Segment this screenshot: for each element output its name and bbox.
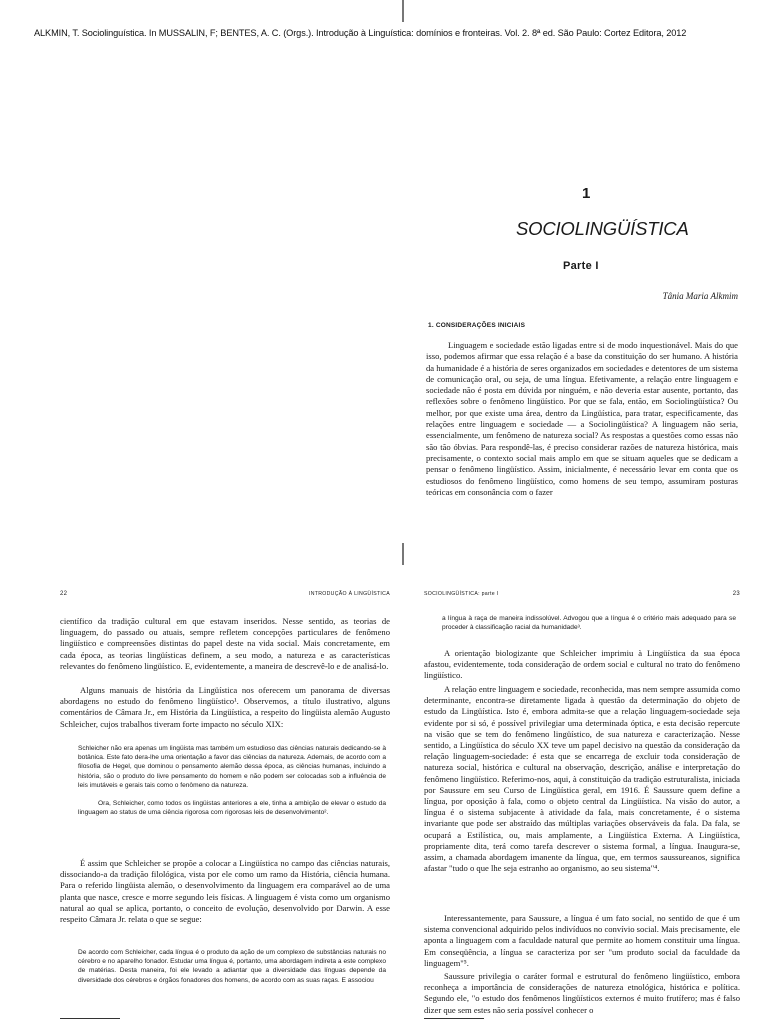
- left-paragraph-2: Alguns manuais de história da Lingüística nos oferecem um panorama de diversas abordagens no estudo do fenômeno lingüístico¹. Observemos, a título ilustrativo, alguns comentários de Câmara Jr., em História da Lingüística, a respeito do lingüista alemão Augusto Schleicher, cujos trabalhos tiveram forte impacto no século XIX:: [60, 685, 390, 729]
- intro-paragraph: Linguagem e sociedade estão ligadas entre si de modo inquestionável. Mais do que isso, podemos afirmar que essa relação é a base da constituição do ser humano. A história da humanidade é a história de seres organizados em sociedades e detentores de um sistema de comunicação oral, ou seja, de uma língua. Efetivamente, a relação entre linguagem e sociedade não é posta em dúvida por ninguém, e não deveria estar ausente, portanto, das reflexões sobre o fenômeno lingüístico. Por que se fala, então, em Sociolingüística? Ou melhor, por que existe uma área, dentro da Lingüística, para tratar, especificamente, das relações entre linguagem e sociedade — a Sociolingüística? A linguagem não seria, essencialmente, um fenômeno de natureza social? As respostas a questões como essas não são tão óbvias. Para respondê-las, é preciso considerar razões de natureza histórica, mais precisamente, o contexto social mais amplo em que se situam aqueles que se dedicam a pensar o fenômeno lingüístico. Assim, inicialmente, é necessário levar em conta que os estudiosos do fenômeno lingüístico, como homens de seu tempo, assumiram posturas teóricas em consonância com o fazer: [426, 340, 738, 497]
- part-label: Parte I: [563, 260, 599, 272]
- left-running-title: INTRODUÇÃO À LINGÜÍSTICA: [309, 591, 390, 597]
- chapter-number: 1: [582, 185, 591, 202]
- right-paragraph-2: A relação entre linguagem e sociedade, reconhecida, mas nem sempre assumida como determinante, encontra-se diretamente ligada à questão da determinação do objeto de estudo da Lingüística. Isto é, embora admita-se que a relação linguagem-sociedade seja evidente por si só, é possível privilegiar uma determinada óptica, e esta decisão repercute na visão que se tem do fenômeno lingüístico, de sua natureza e caracterização. Nesse sentido, a Lingüística do século XX teve um papel decisivo na questão da consideração da relação linguagem-sociedade: é esta que se encarrega de excluir toda consideração de natureza social, histórica e cultural na observação, descrição, análise e interpretação do fenômeno lingüístico. Referimo-nos, aqui, à constituição da tradição estruturalista, iniciada por Saussure em seu Curso de Lingüística geral, em 1916. É Saussure quem define a língua, por oposição à fala, como o objeto central da Lingüística. Na visão do autor, a língua é o sistema subjacente à atividade da fala, mais concretamente, é o sistema invariante que pode ser abstraído das múltiplas variações observáveis da fala. Da fala, se ocupará a Estilística, ou, mais amplamente, a Lingüística Externa. A Lingüística, propriamente dita, terá como tarefa descrever o sistema formal, a língua. Inaugura-se, assim, a chamada abordagem imanente da língua, que, em termos saussureanos, significa afastar "tudo o que lhe seja estranho ao organismo, ao seu sistema"⁴.: [424, 684, 740, 874]
- right-paragraph-1: A orientação biologizante que Schleicher imprimiu à Lingüística da sua época afastou, evidentemente, toda consideração de ordem social e cultural no trato do fenômeno lingüístico.: [424, 648, 740, 681]
- right-quote-continuation: a língua à raça de maneira indissolúvel. Advogou que a língua é o critério mais adequado para se proceder à classificação racial da humanidade³.: [442, 615, 736, 632]
- left-paragraph-3: É assim que Schleicher se propõe a colocar a Lingüística no campo das ciências naturais, dissociando-a da tradição filológica, vista por ele como um ramo da História, ciência humana. Para o referido lingüista alemão, o desenvolvimento da linguagem era comparável ao de uma planta que nasce, cresce e morre segundo leis físicas. A linguagem é vista como um organismo natural ao qual se aplica, portanto, o conceito de evolução, desenvolvido por Darwin. A esse respeito Câmara Jr. relata o que se segue:: [60, 858, 390, 925]
- left-quote-2: De acordo com Schleicher, cada língua é o produto da ação de um complexo de substâncias naturais no cérebro e no aparelho fonador. Estudar uma língua é, portanto, uma abordagem indireta a este complexo de matérias. Desta maneira, foi ele levado a adiantar que a diversidade das línguas depende da diversidade dos cérebros e órgãos fonadores dos homens, de acordo com as suas raças. E associou: [78, 949, 386, 984]
- left-quote-1-cont: Ora, Schleicher, como todos os lingüistas anteriores a ele, tinha a ambição de elevar o estudo da linguagem ao status de uma ciência rigorosa com rigorosas leis de desenvolvimento².: [78, 800, 386, 817]
- left-quote-1: Schleicher não era apenas um lingüista mas também um estudioso das ciências naturais dedicando-se à botânica. Este fato dera-lhe uma orientação a favor das ciências da natureza. Ademais, de acordo com a filosofia de Hegel, que dominou o pensamento alemão dessa época, as ciências humanas, incluindo a história, são o produto do livre pensamento do homem e não podem ser colocadas sob a influência de leis imutáveis e gerais tais como o fenômeno da natureza.: [78, 745, 386, 789]
- page-spread: [0, 568, 768, 1024]
- chapter-title: SOCIOLINGÜÍSTICA: [516, 218, 689, 239]
- crease-mark-middle: [402, 543, 404, 565]
- right-paragraph-3: Interessantemente, para Saussure, a língua é um fato social, no sentido de que é um sistema convencional adquirido pelos indivíduos no convívio social. Mais precisamente, ele aponta a linguagem com a faculdade natural que permite ao homem constituir uma língua. Em conseqüência, a língua se caracteriza por ser "um produto social da faculdade da linguagem"⁵.: [424, 913, 740, 968]
- section-heading: 1. CONSIDERAÇÕES INICIAIS: [428, 322, 526, 329]
- author-name: Tânia Maria Alkmim: [662, 291, 738, 301]
- left-paragraph-1: científico da tradição cultural em que estavam inseridos. Nesse sentido, as teorias de linguagem, do passado ou atuais, sempre refletem concepções particulares de fenômeno lingüístico e compreensões distintas do papel deste na vida social. Mais concretamente, em cada época, as teorias lingüísticas definem, a seu modo, a natureza e as características relevantes do fenômeno lingüístico. E, evidentemente, a maneira de descrevê-lo e de analisá-lo.: [60, 616, 390, 671]
- right-running-title: SOCIOLINGÜÍSTICA: parte I: [424, 591, 499, 597]
- footnote-rule: [60, 1018, 120, 1019]
- right-paragraph-4: Saussure privilegia o caráter formal e estrutural do fenômeno lingüístico, embora reconheça a importância de considerações de natureza etnológica, histórica e política. Segundo ele, "o estudo dos fenômenos lingüísticos externos é muito frutífero; mas é falso dizer que sem estes não seria possível conhecer o: [424, 971, 740, 1015]
- citation-line: ALKMIN, T. Sociolinguística. In MUSSALIN, F; BENTES, A. C. (Orgs.). Introdução à Linguística: domínios e fronteiras. Vol. 2. 8ª ed. São Paulo: Cortez Editora, 2012: [34, 28, 687, 38]
- left-page-number: 22: [60, 591, 68, 597]
- right-page-number: 23: [732, 591, 740, 597]
- footnote-rule: [424, 1018, 484, 1019]
